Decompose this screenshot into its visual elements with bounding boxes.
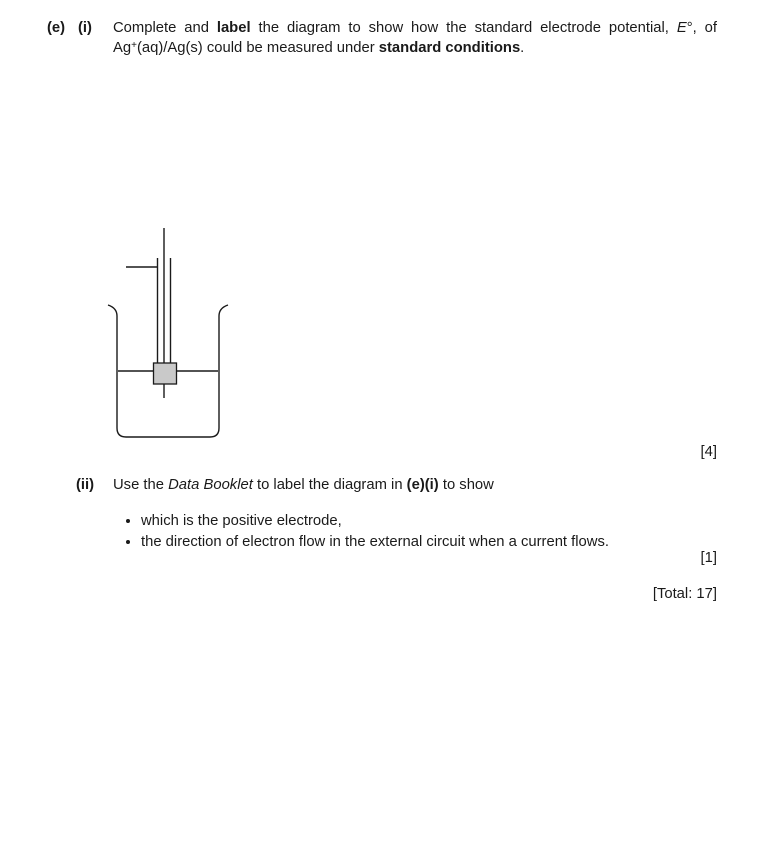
marks-part-ii: [1] (700, 550, 717, 566)
question-e-ii (76, 476, 717, 496)
text-segment: Ag (113, 39, 132, 56)
part-label-ii: (ii) (76, 477, 95, 493)
marks-total: [Total: 17] (652, 586, 717, 602)
bullet-list (0, 512, 768, 553)
bullet-item (141, 533, 768, 553)
part-label-i: (i) (78, 20, 92, 36)
text-segment: (aq)/Ag(s) could be measured under (136, 39, 379, 56)
electrode-potential-symbol: E (676, 20, 687, 36)
part-label-e: (e) (47, 20, 66, 36)
text-segment: . (520, 39, 525, 56)
text-segment-bold: (e)(i) (406, 477, 439, 493)
text-segment-bold: standard conditions (378, 39, 521, 56)
superscript-plus: + (131, 39, 137, 51)
bullet-item (141, 512, 768, 532)
text-segment-bold: label (216, 20, 251, 36)
half-cell-diagram (100, 220, 240, 450)
text-segment: Use the (113, 477, 169, 493)
bullet-text: which is the positive electrode, (141, 513, 342, 529)
marks-part-i: [4] (700, 444, 717, 460)
text-segment: to show (438, 477, 494, 493)
question-text-line2 (113, 39, 717, 59)
text-segment: °, of (686, 20, 717, 36)
text-segment: to label the diagram in (252, 477, 407, 493)
question-ii-text (113, 476, 717, 496)
metal-electrode-block (154, 363, 177, 384)
question-text-line1 (113, 19, 717, 39)
question-text (113, 19, 717, 58)
text-segment: Complete and (113, 20, 217, 36)
text-segment: the diagram to show how the standard electrode potential, (250, 20, 677, 36)
text-segment-italic: Data Booklet (168, 477, 253, 493)
bullet-text: the direction of electron flow in the external circuit when a current flows. (141, 533, 609, 550)
question-e-i (47, 19, 719, 58)
